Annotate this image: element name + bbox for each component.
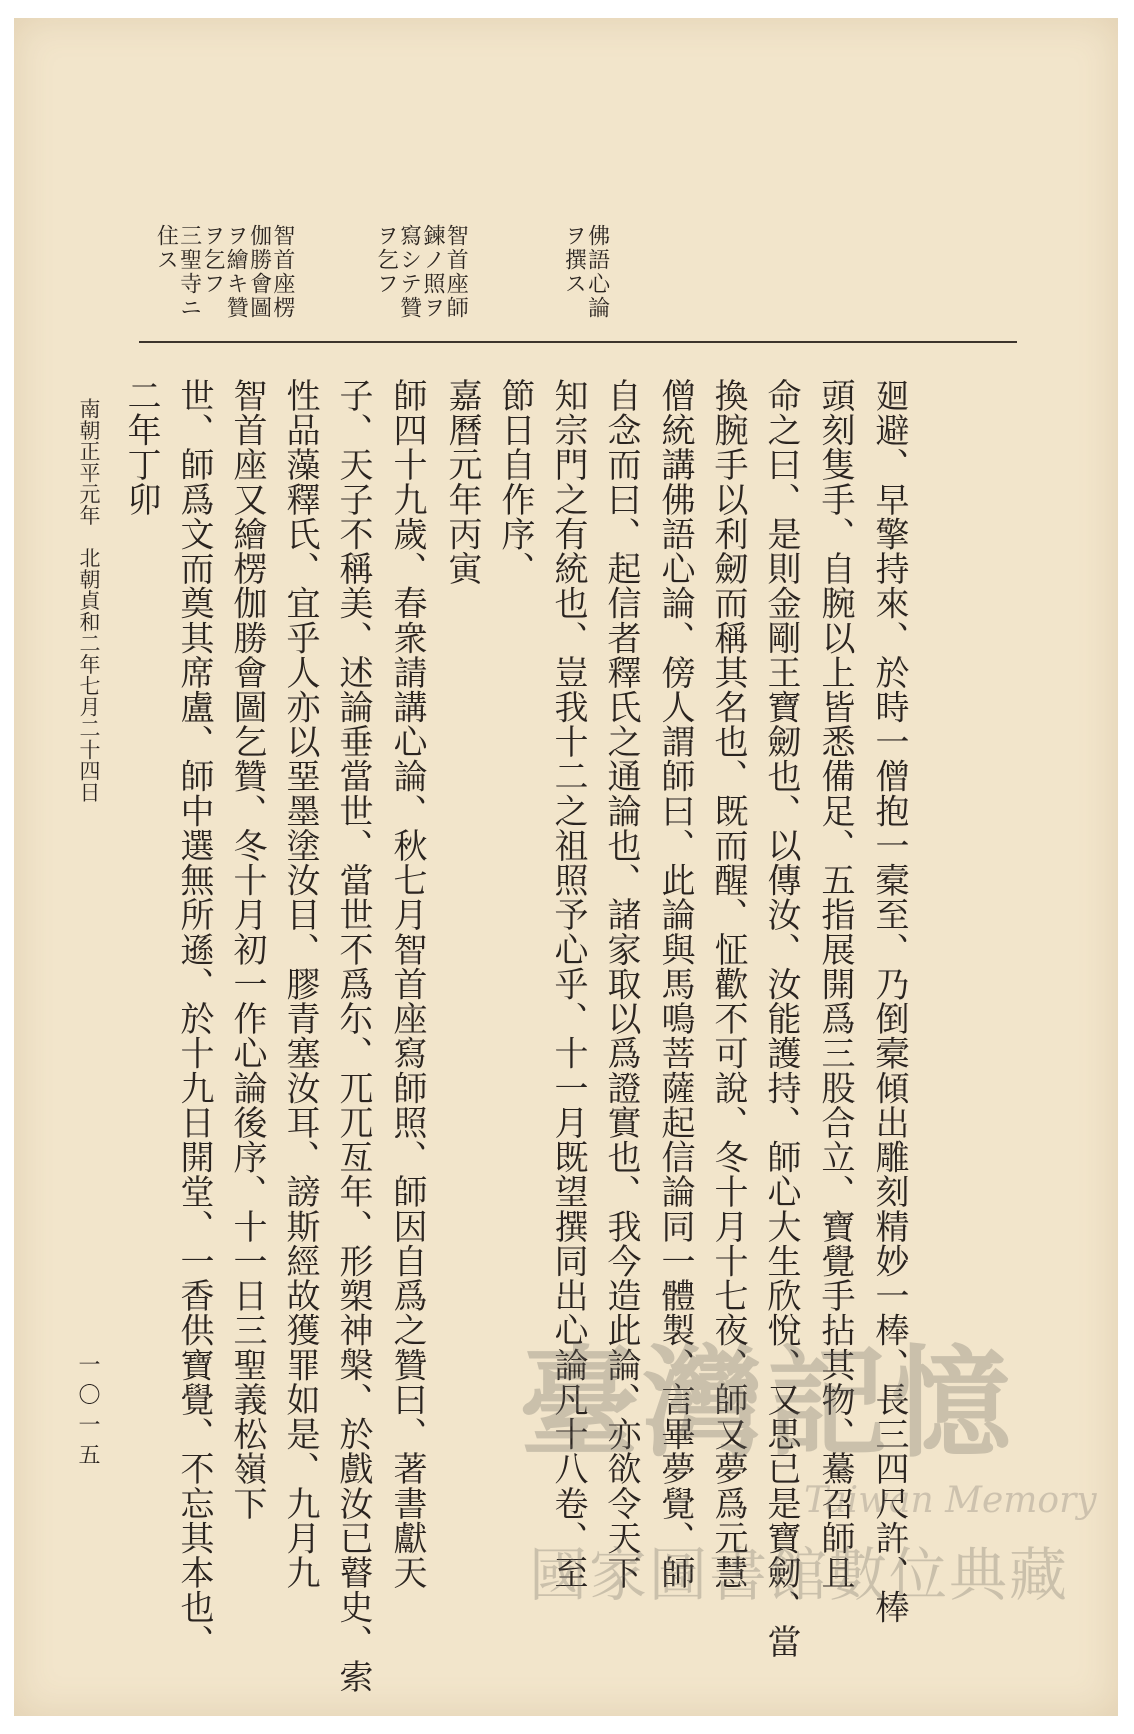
text-column: 換腕手以利劒而稱其名也、既而醒、怔歡不可說、冬十月十七夜、師又夢爲元慧 xyxy=(708,378,748,1590)
text-column: 師四十九歲、春衆請講心論、秋七月智首座寫師照、師因自爲之贊曰、著書獻天 xyxy=(387,378,427,1590)
annotation-lankavatara-painting: 智首座楞 伽勝會圖 ヲ繪キ贊 ヲ乞フ 三聖寺ニ 住ス xyxy=(153,224,295,320)
text-column: 自念而曰、起信者釋氏之通論也、諸家取以爲證實也、我今造此論、亦欲令天下 xyxy=(601,378,641,1590)
text-column: 嘉曆元年丙寅 xyxy=(442,378,482,586)
annotation-buddha-mind-treatise: 佛語心論 ヲ撰ス xyxy=(561,224,610,320)
watermark-english: Taiwan Memory xyxy=(804,1480,1097,1521)
text-column: 僧統講佛語心論、傍人謂師曰、此論與馬鳴菩薩起信論同一體製、言畢夢覺、師 xyxy=(655,378,695,1590)
text-column: 智首座又繪楞伽勝會圖乞贊、冬十月初一作心論後序、十一日三聖義松嶺下 xyxy=(227,378,267,1521)
watermark-calligraphy: 臺灣記憶 xyxy=(519,1333,1015,1474)
text-column: 命之曰、是則金剛王寶劒也、以傳汝、汝能護持、師心大生欣悅、又思已是寶劒、當 xyxy=(761,378,801,1659)
document-page xyxy=(14,18,1118,1716)
annotation-portrait-request: 智首座師 鍊ノ照ヲ 寫シテ贊 ヲ乞フ xyxy=(373,224,469,320)
text-column: 二年丁卯 xyxy=(121,378,161,517)
text-column: 廻避、早擎持來、於時一僧抱一槖至、乃倒槖傾出雕刻精妙一棒、長三四尺許、棒 xyxy=(869,378,909,1625)
header-divider-line xyxy=(139,341,1017,343)
text-column: 頭刻隻手、自腕以上皆悉備足、五指展開爲三股合立、寶覺手拈其物、驀召師且 xyxy=(815,378,855,1590)
text-column: 知宗門之有統也、豈我十二之祖照予心乎、十一月既望撰同出心論凡十八卷、至 xyxy=(548,378,588,1590)
footer-date: 南朝正平元年 北朝貞和二年七月二十四日 xyxy=(77,398,101,803)
page-number: 一〇一五 xyxy=(75,1353,100,1473)
text-column: 性品藻釋氏、宜乎人亦以堊墨塗汝目、膠青塞汝耳、謗斯經故獲罪如是、九月九 xyxy=(280,378,320,1590)
text-column: 世、師爲文而奠其席盧、師中選無所遜、於十九日開堂、一香供寶覺、不忘其本也、 xyxy=(174,378,214,1659)
text-column: 子、天子不稱美、述論垂當世、當世不爲尓、兀兀亙年、形槊神槃、於戲汝已瞽史、索 xyxy=(333,378,373,1694)
watermark-organization: 國家圖書館數位典藏 xyxy=(529,1541,1070,1609)
text-column: 節日自作序、 xyxy=(495,378,535,586)
